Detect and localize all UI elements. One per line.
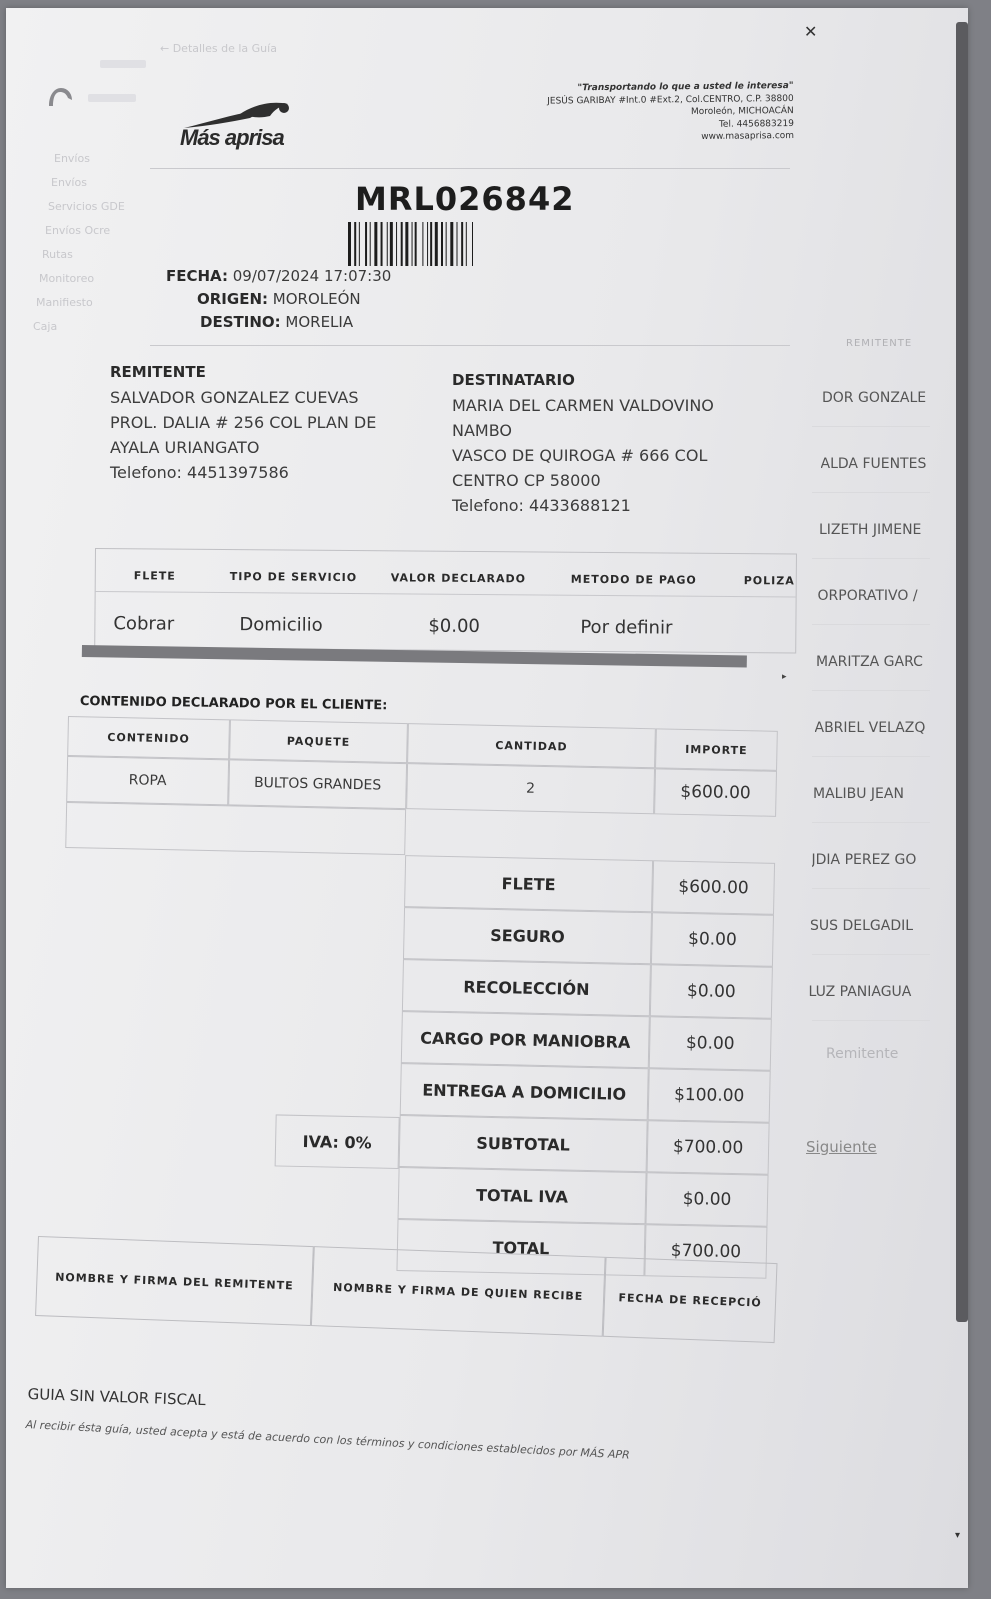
reception-date-box: FECHA DE RECEPCIÓ	[603, 1257, 778, 1343]
background-logo	[100, 60, 146, 68]
total-label: TOTAL	[396, 1219, 645, 1276]
barcode-bar	[441, 222, 443, 266]
recipient-phone: Telefono: 4433688121	[452, 496, 631, 515]
company-phone: Tel. 4456883219	[718, 118, 794, 130]
value-flete: Cobrar	[113, 613, 175, 635]
sender-label: REMITENTE	[110, 363, 206, 381]
header-declared-value: VALOR DECLARADO	[390, 571, 527, 586]
recipient-line: VASCO DE QUIROGA # 666 COL	[452, 446, 708, 465]
guide-destination: DESTINO: MORELIA	[200, 313, 354, 331]
side-list-item[interactable]: SUS DELGADIL	[810, 918, 914, 934]
company-address: JESÚS GARIBAY #Int.0 #Ext.2, Col.CENTRO, C.P. 38800	[546, 93, 794, 107]
barcode-bar	[427, 222, 428, 266]
contents-title: CONTENIDO DECLARADO POR EL CLIENTE:	[79, 694, 388, 714]
total-value: $0.00	[650, 964, 773, 1019]
background-menu-item[interactable]: Envíos	[54, 152, 90, 165]
user-avatar-icon	[46, 86, 74, 108]
total-value: $0.00	[645, 1172, 768, 1227]
recipient-line: CENTRO CP 58000	[452, 471, 601, 490]
company-logo	[180, 98, 300, 154]
close-icon[interactable]: ✕	[804, 22, 818, 41]
side-list-item[interactable]: LIZETH JIMENE	[819, 522, 922, 538]
contents-and-totals-table	[57, 716, 780, 1271]
shipment-table	[94, 548, 797, 654]
side-list-item[interactable]: ABRIEL VELAZQ	[814, 720, 926, 736]
terms-notice: Al recibir ésta guía, usted acepta y está de acuerdo con los términos y condiciones establecidos por MÁS APR	[25, 1418, 631, 1462]
barcode-bar	[348, 222, 351, 266]
total-label: FLETE	[404, 855, 653, 912]
recipient-line: MARIA DEL CARMEN VALDOVINO	[452, 396, 714, 415]
background-menu-item[interactable]: Monitoreo	[39, 272, 95, 285]
side-list-item[interactable]: LUZ PANIAGUA	[808, 984, 912, 1000]
sender-line: PROL. DALIA # 256 COL PLAN DE	[110, 413, 377, 432]
cell-quantity: 2	[406, 763, 655, 814]
barcode-bar	[354, 222, 356, 266]
scroll-down-arrow-icon[interactable]: ▾	[955, 1530, 961, 1541]
guide-origin: ORIGEN: MOROLEÓN	[197, 290, 361, 308]
barcode-bar	[422, 222, 423, 266]
barcode-bar	[412, 222, 413, 266]
side-list-item[interactable]: MARITZA GARC	[816, 654, 923, 670]
sender-line: AYALA URIANGATO	[110, 438, 260, 457]
side-list-header: REMITENTE	[846, 338, 913, 349]
side-list-divider	[812, 426, 930, 427]
barcode-bar	[365, 222, 367, 266]
company-info	[547, 80, 794, 145]
side-list-divider	[812, 624, 930, 625]
total-label: ENTREGA A DOMICILIO	[400, 1063, 649, 1120]
background-menu-item[interactable]: Caja	[33, 320, 58, 333]
side-list-divider	[812, 558, 930, 559]
sender-block	[110, 360, 376, 485]
background-menu-item[interactable]: Envíos	[51, 176, 87, 189]
barcode-bar	[359, 222, 360, 266]
company-city: Moroleón, MICHOACÁN	[690, 105, 794, 118]
table-divider	[96, 591, 796, 597]
total-label: RECOLECCIÓN	[402, 959, 651, 1016]
barcode-bar	[387, 222, 388, 266]
barcode-bar	[381, 222, 383, 266]
iva-rate: IVA: 0%	[275, 1114, 400, 1169]
next-page-link[interactable]: Siguiente	[806, 1138, 877, 1156]
back-link[interactable]: ← Detalles de la Guía	[160, 42, 277, 55]
barcode-bar	[401, 222, 403, 266]
recipient-label: DESTINATARIO	[452, 371, 575, 389]
barcode-bar	[405, 222, 408, 266]
side-list-item[interactable]: JDIA PEREZ GO	[811, 852, 917, 868]
vertical-scrollbar[interactable]	[956, 22, 968, 1322]
header-quantity: CANTIDAD	[407, 723, 656, 768]
total-value: $700.00	[647, 1120, 770, 1175]
total-value: $600.00	[652, 860, 775, 915]
barcode	[348, 222, 564, 266]
total-label: CARGO POR MANIOBRA	[401, 1011, 650, 1068]
cell-package: BULTOS GRANDES	[228, 759, 407, 809]
side-list-item[interactable]: ALDA FUENTES	[820, 456, 927, 472]
recipient-block	[452, 368, 714, 518]
sender-signature-box: NOMBRE Y FIRMA DEL REMITENTE	[35, 1236, 314, 1326]
barcode-bar	[415, 222, 417, 266]
side-list-divider	[812, 822, 930, 823]
barcode-bar	[396, 222, 397, 266]
background-menu-item[interactable]: Envíos Ocre	[45, 224, 111, 237]
barcode-bar	[466, 222, 467, 266]
sender-line: SALVADOR GONZALEZ CUEVAS	[110, 388, 359, 407]
background-menu-item[interactable]: Manifiesto	[36, 296, 93, 309]
total-label: SUBTOTAL	[399, 1115, 648, 1172]
total-value: $700.00	[644, 1224, 767, 1279]
side-list-footer: Remitente	[826, 1046, 899, 1062]
side-list-divider	[812, 888, 930, 889]
sender-phone: Telefono: 4451397586	[110, 463, 289, 482]
barcode-bar	[461, 222, 463, 266]
barcode-bar	[370, 222, 371, 266]
value-payment-method: Por definir	[580, 616, 673, 639]
barcode-bar	[430, 222, 432, 266]
background-user-name	[88, 94, 136, 102]
barcode-bar	[472, 222, 473, 266]
side-list-item[interactable]: DOR GONZALE	[822, 390, 927, 406]
side-list-divider	[812, 492, 930, 493]
fiscal-notice: GUIA SIN VALOR FISCAL	[27, 1385, 206, 1410]
side-list-item[interactable]: MALIBU JEAN	[813, 786, 904, 802]
value-declared-value: $0.00	[428, 615, 481, 638]
barcode-bar	[457, 222, 458, 266]
cell-content: ROPA	[66, 756, 229, 805]
header-policy: POLIZA	[743, 574, 795, 588]
header-flete: FLETE	[133, 569, 176, 583]
guide-date: FECHA: 09/07/2024 17:07:30	[166, 267, 392, 285]
header-amount: IMPORTE	[655, 728, 778, 771]
guide-number: MRL026842	[355, 180, 575, 218]
side-list-divider	[812, 756, 930, 757]
header-service-type: TIPO DE SERVICIO	[229, 570, 358, 585]
barcode-bar	[435, 222, 438, 266]
header-payment-method: METODO DE PAGO	[570, 572, 697, 587]
company-slogan: "Transportando lo que a usted le interesa"	[576, 80, 794, 94]
header-content: CONTENIDO	[67, 716, 230, 759]
header-package: PAQUETE	[229, 719, 408, 763]
empty-cell	[65, 802, 406, 855]
divider	[150, 168, 790, 169]
barcode-bar	[446, 222, 447, 266]
total-label: TOTAL IVA	[398, 1167, 647, 1224]
barcode-bar	[450, 222, 453, 266]
total-value: $0.00	[649, 1016, 772, 1071]
side-list-divider	[812, 1020, 930, 1021]
total-value: $0.00	[651, 912, 774, 967]
background-menu-item[interactable]: Servicios GDE	[48, 200, 125, 213]
company-website: www.masaprisa.com	[700, 130, 794, 142]
background-menu-item[interactable]: Rutas	[42, 248, 73, 261]
barcode-bar	[390, 222, 393, 266]
side-list-divider	[812, 690, 930, 691]
cell-amount: $600.00	[654, 768, 777, 817]
scroll-right-arrow-icon[interactable]: ▸	[782, 672, 787, 682]
total-value: $100.00	[648, 1068, 771, 1123]
value-service-type: Domicilio	[239, 614, 323, 636]
side-list-divider	[812, 954, 930, 955]
side-list-item[interactable]: ORPORATIVO /	[817, 588, 918, 604]
total-label: SEGURO	[403, 907, 652, 964]
recipient-signature-box: NOMBRE Y FIRMA DE QUIEN RECIBE	[311, 1246, 606, 1337]
barcode-bar	[374, 222, 377, 266]
divider	[150, 345, 790, 346]
recipient-line: NAMBO	[452, 421, 513, 440]
logo-text: Más aprisa	[180, 125, 284, 150]
